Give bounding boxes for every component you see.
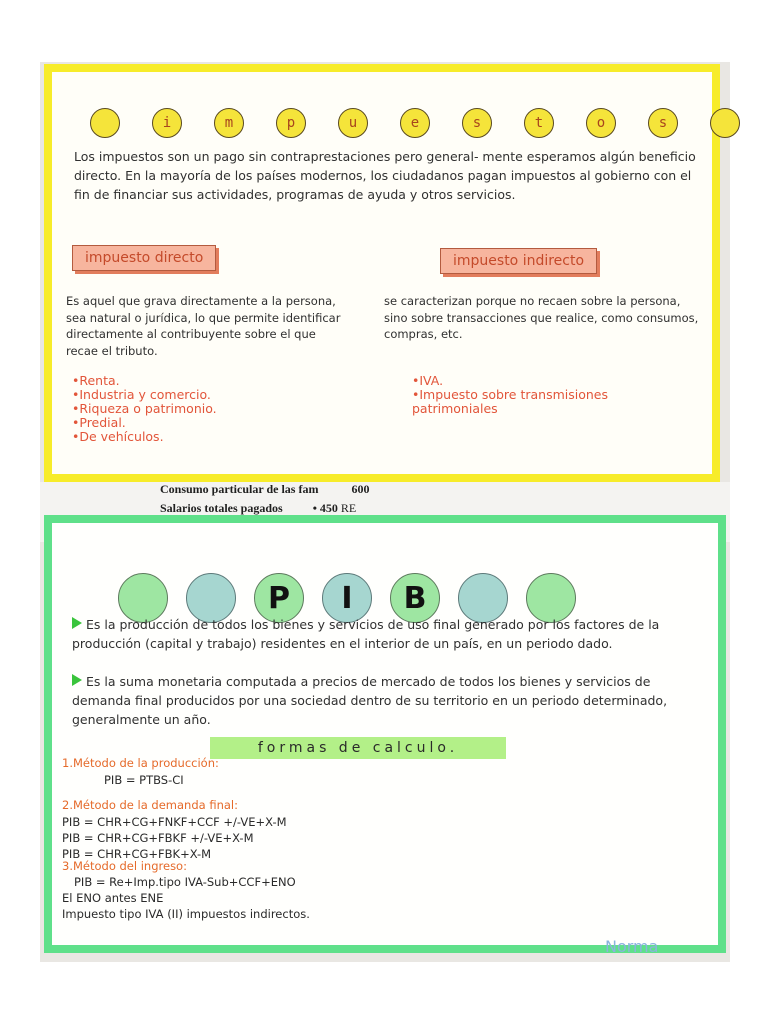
list-item: •Renta. [72, 373, 120, 388]
impuestos-title [90, 108, 750, 138]
title-circle: t [524, 108, 554, 138]
impuesto-directo-label: impuesto directo [72, 245, 216, 271]
list-item: •Industria y comercio. [72, 387, 211, 402]
impuestos-intro: Los impuestos son un pago sin contraprestaciones pero general- mente esperamos algún beneficio directo. En la mayoría de los países modernos, los ciudadanos pagan impuestos al gobierno con el fin de financiar sus actividades, programas de ayuda y otros servicios. [74, 149, 696, 202]
list-item: •Riqueza o patrimonio. [72, 401, 217, 416]
title-circle: m [214, 108, 244, 138]
impuesto-indirecto-label: impuesto indirecto [440, 248, 597, 274]
list-item: •IVA. [412, 373, 444, 388]
brand-watermark: Norma [605, 937, 659, 956]
method-2-formulas [62, 814, 287, 862]
formas-de-calculo-heading: formas de calculo. [210, 737, 506, 759]
eno-note: El ENO antes ENE [62, 891, 164, 905]
title-circle: s [462, 108, 492, 138]
method-3-formula: PIB = Re+Imp.tipo IVA-Sub+CCF+ENO [74, 875, 296, 889]
title-circle [710, 108, 740, 138]
formula-line: PIB = CHR+CG+FBK+X-M [62, 847, 212, 861]
title-circle: s [648, 108, 678, 138]
bullet-arrow-icon [72, 674, 82, 686]
impuesto-directo-list [72, 374, 217, 444]
title-circle: o [586, 108, 616, 138]
title-circle: P [254, 573, 304, 623]
title-circle: e [400, 108, 430, 138]
list-item: •De vehículos. [72, 429, 164, 444]
iva-note: Impuesto tipo IVA (II) impuestos indirectos. [62, 907, 310, 921]
printed-row-1: Consumo particular de las fam 600 [160, 482, 370, 496]
impuesto-indirecto-description: se caracterizan porque no recaen sobre la persona, sino sobre transacciones que realice, como consumos, compras, etc. [384, 294, 699, 341]
impuesto-directo-description: Es aquel que grava directamente a la persona, sea natural o jurídica, lo que permite identificar directamente al contribuyente sobre el que recae el tributo. [66, 294, 341, 358]
method-2-title: 2.Método de la demanda final: [62, 798, 238, 812]
printed-row-2: Salarios totales pagados • 450 RE [160, 501, 357, 515]
title-circle: u [338, 108, 368, 138]
list-item: •Impuesto sobre transmisiones patrimoniales [412, 387, 608, 416]
method-3-title: 3.Método del ingreso: [62, 859, 187, 873]
title-circle: i [152, 108, 182, 138]
bullet-arrow-icon [72, 617, 82, 629]
pib-definition-2: Es la suma monetaria computada a precios de mercado de todos los bienes y servicios de demanda final producidos por una sociedad dentro de su territorio en un periodo determinado, generalmente un año. [72, 674, 668, 727]
impuesto-indirecto-list [412, 374, 672, 416]
formula-line: PIB = CHR+CG+FBKF +/-VE+X-M [62, 831, 254, 845]
title-circle [90, 108, 120, 138]
title-circle: B [390, 573, 440, 623]
list-item: •Predial. [72, 415, 126, 430]
method-1-formula: PIB = PTBS-CI [104, 773, 184, 787]
title-circle: I [322, 573, 372, 623]
formula-line: PIB = CHR+CG+FNKF+CCF +/-VE+X-M [62, 815, 287, 829]
method-1-title: 1.Método de la producción: [62, 756, 219, 770]
title-circle: p [276, 108, 306, 138]
pib-definition-1: Es la producción de todos los bienes y servicios de uso final generado por los factores de la producción (capital y trabajo) residentes en el interior de un país, en un periodo dado. [72, 617, 660, 651]
